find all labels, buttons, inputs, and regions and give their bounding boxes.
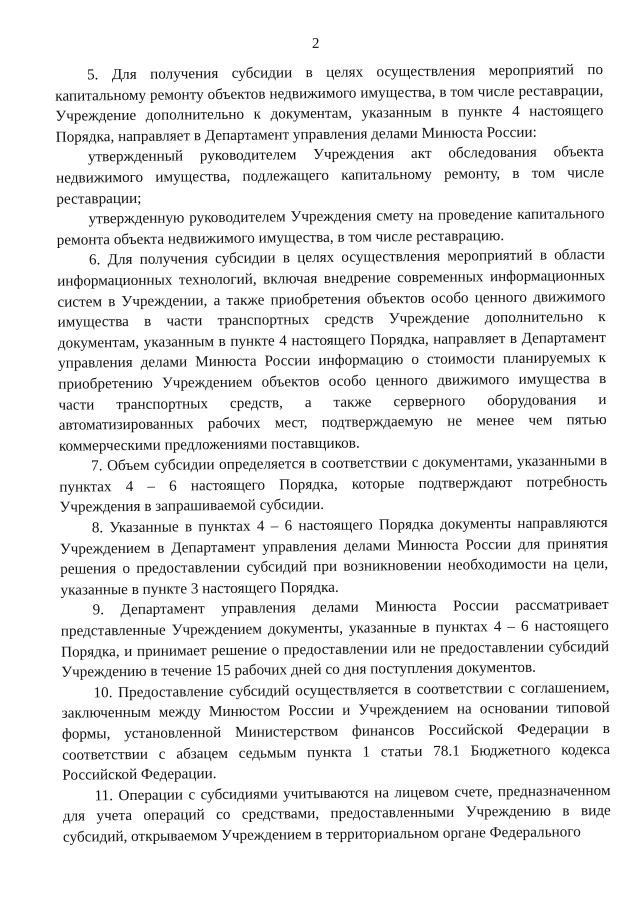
paragraph-6: 6. Для получения субсидии в целях осуществления мероприятий в области информационных технологий, включая внедрение современных информационных систем в Учреждении, а также приобретения объектов особо ценного движимого имущества в части транспортных средств Учреждение дополнительно к документам, указанным в пункте 4 настоящего Порядка, направляет в Департамент управления делами Минюста России информацию о стоимости планируемых к приобретению Учреждением объектов особо ценного движимого имущества в части транспортных средств, а также серверного оборудования и автоматизированных рабочих мест, подтверждаемую не менее чем пятью коммерческими предложениями поставщиков. (57, 246, 607, 455)
paragraph-7: 7. Объем субсидии определяется в соответствии с документами, указанными в пунктах 4 – 6 настоящего Порядка, которые подтверждают потребность Учреждения в запрашиваемой субсидии. (59, 452, 608, 517)
paragraph-5-item-act: утвержденный руководителем Учреждения акт обследования объекта недвижимого имущества, подлежащего капитальному ремонту, в том числе реставрации; (56, 143, 605, 208)
document-body (55, 60, 611, 848)
paragraph-10: 10. Предоставление субсидий осуществляется в соответствии с соглашением, заключенным между Минюстом России и Учреждением на основании типовой формы, установленной Министерством финансов Российской Федерации в соответствии с абзацем седьмым пункта 1 статьи 78.1 Бюджетного кодекса Российской Федерации. (61, 678, 611, 784)
paragraph-8: 8. Указанные в пунктах 4 – 6 настоящего Порядка документы направляются Учреждением в Департамент управления делами Минюста России для принятия решения о предоставлении субсидий при возникновении необходимости на цели, указанные в пункте 3 настоящего Порядка. (59, 514, 609, 599)
page-number: 2 (311, 35, 320, 53)
paragraph-5-item-estimate: утвержденную руководителем Учреждения смету на проведение капитального ремонта объекта недвижимого имущества, в том числе реставрацию. (56, 205, 605, 249)
paragraph-11: 11. Операции с субсидиями учитываются на лицевом счете, предназначенном для учета операций со средствами, предоставленными Учреждению в виде субсидий, открываемом Учреждением в территориальном органе Федерального (62, 781, 611, 846)
paragraph-9: 9. Департамент управления делами Минюста России рассматривает представленные Учреждением документы, указанные в пунктах 4 – 6 настоящего Порядка, и принимает решение о предоставлении или не предоставлении субсидий Учреждению в течение 15 рабочих дней со дня поступления документов. (60, 596, 610, 681)
paragraph-5: 5. Для получения субсидии в целях осуществления мероприятий по капитальному ремонту объектов недвижимого имущества, в том числе реставрации, Учреждение дополнительно к документам, указанным в пункте 4 настоящего Порядка, направляет в Департамент управления делами Минюста России: (55, 61, 604, 146)
